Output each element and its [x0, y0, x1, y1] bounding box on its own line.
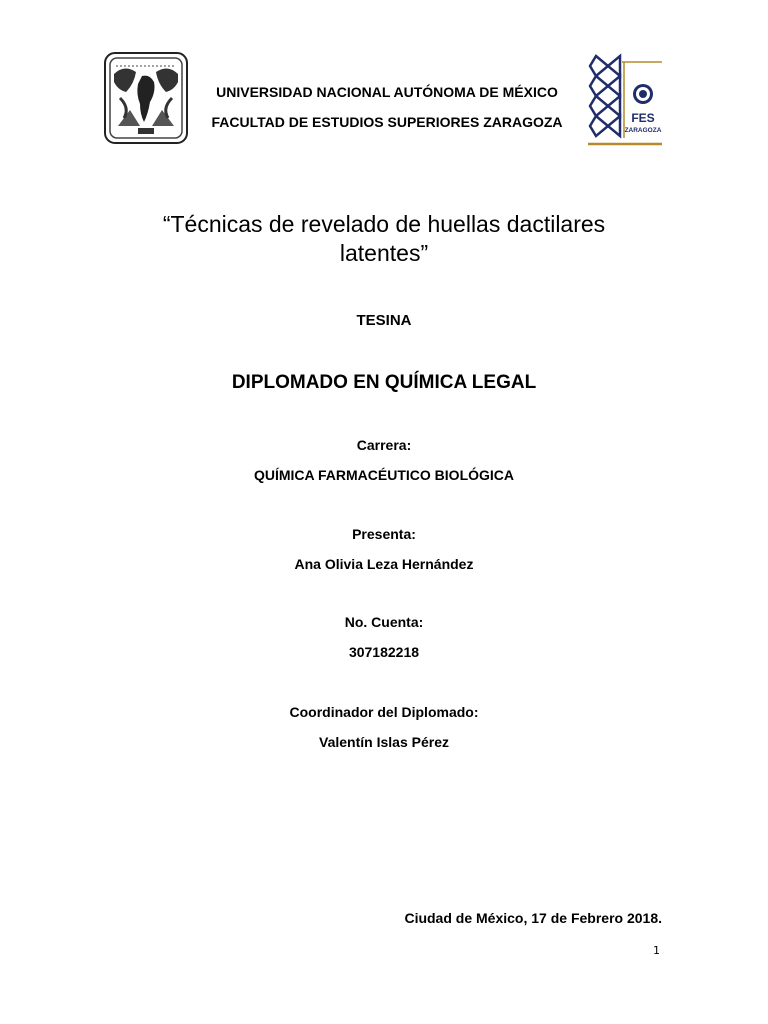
career-label: Carrera:: [356, 437, 412, 453]
thesis-title-line-1: “Técnicas de revelado de huellas dactilares: [162, 211, 606, 237]
program-name: DIPLOMADO EN QUÍMICA LEGAL: [231, 372, 537, 393]
career-value: QUÍMICA FARMACÉUTICO BIOLÓGICA: [253, 467, 515, 483]
presenter-name: Ana Olivia Leza Hernández: [294, 556, 474, 572]
svg-text:ZARAGOZA: ZARAGOZA: [624, 127, 662, 134]
coordinator-name: Valentín Islas Pérez: [319, 734, 449, 750]
account-label: No. Cuenta:: [344, 614, 424, 630]
svg-text:FES: FES: [631, 111, 655, 125]
presenter-label: Presenta:: [352, 526, 416, 542]
thesis-title: [130, 210, 638, 268]
fes-logo-icon: [586, 52, 664, 148]
fes-zaragoza-logo: [586, 52, 664, 148]
coordinator-label: Coordinador del Diplomado:: [289, 704, 479, 720]
university-name: UNIVERSIDAD NACIONAL AUTÓNOMA DE MÉXICO: [216, 84, 558, 100]
page-number: 1: [653, 944, 660, 957]
unam-seal-icon: [104, 52, 188, 144]
city-date: Ciudad de México, 17 de Febrero 2018.: [404, 910, 662, 926]
account-number: 307182218: [348, 644, 420, 660]
thesis-title-line-2: latentes”: [339, 240, 429, 266]
document-type: TESINA: [356, 312, 412, 329]
faculty-name: FACULTAD DE ESTUDIOS SUPERIORES ZARAGOZA: [211, 114, 563, 130]
unam-seal-logo: [104, 52, 188, 144]
